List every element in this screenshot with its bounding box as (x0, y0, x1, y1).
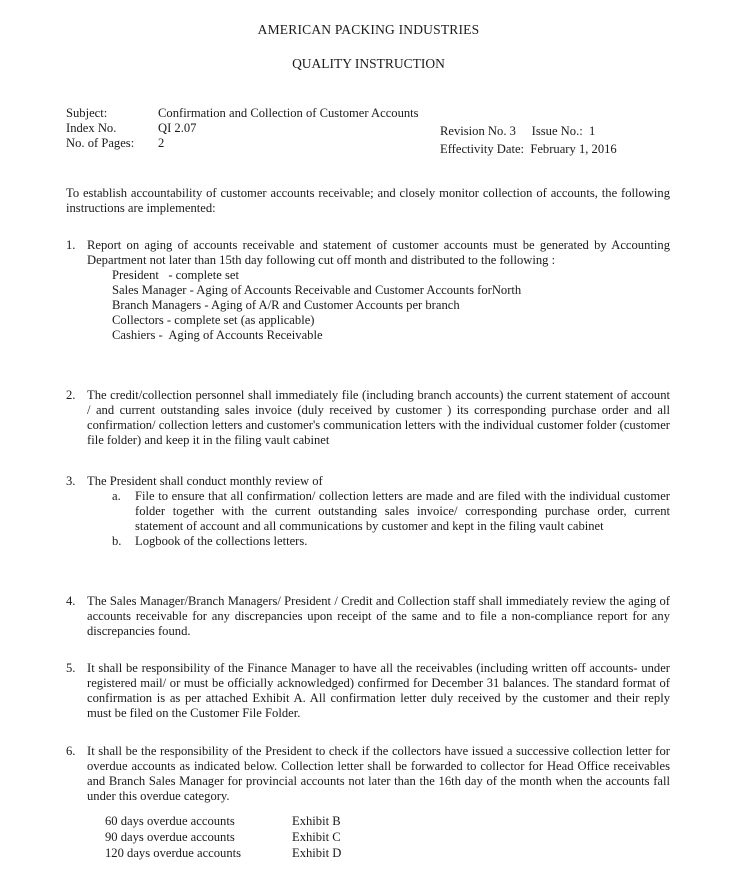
overdue-label: 90 days overdue accounts (105, 830, 235, 844)
company-name: AMERICAN PACKING INDUSTRIES (257, 22, 480, 37)
overdue-exhibit: Exhibit B (292, 814, 341, 828)
distribution-entry: Branch Managers - Aging of A/R and Customer Accounts per branch (112, 298, 460, 312)
item-number: 5. (66, 661, 76, 675)
pages-label: No. of Pages: (66, 136, 135, 150)
index-value: QI 2.07 (158, 121, 197, 135)
document-type: QUALITY INSTRUCTION (292, 56, 445, 71)
item-number: 6. (66, 744, 76, 758)
subitem-text: Logbook of the collections letters. (135, 534, 308, 548)
subitem-a (112, 489, 670, 534)
instruction-item-4 (66, 594, 670, 639)
subitem-b (112, 534, 670, 549)
subitem-letter: b. (112, 534, 122, 548)
instruction-item-3 (66, 474, 670, 549)
distribution-entry: Sales Manager - Aging of Accounts Receivable and Customer Accounts forNorth (112, 283, 522, 297)
instruction-item-1 (66, 238, 670, 343)
overdue-exhibit: Exhibit C (292, 830, 341, 844)
item-text: The Sales Manager/Branch Managers/ President / Credit and Collection staff shall immediately review the aging of accounts receivable for any discrepancies upon receipt of the same and to file a non-compliance report for any discrepancies found. (87, 594, 670, 638)
overdue-label: 120 days overdue accounts (105, 846, 242, 860)
instruction-item-2 (66, 388, 670, 448)
revision-info: Revision No. 3 Issue No.: 1 (440, 124, 596, 138)
index-label: Index No. (66, 121, 117, 135)
distribution-entry: Cashiers - Aging of Accounts Receivable (112, 328, 323, 342)
item-text: It shall be responsibility of the Finance Manager to have all the receivables (including written off accounts- under registered mail/ or must be officially acknowledged) confirmed for December 31 balances. The standard format of confirmation is as per attached Exhibit A. All confirmation letter duly received by the customer and their reply must be filed on the Customer File Folder. (87, 661, 670, 720)
distribution-entry: Collectors - complete set (as applicable) (112, 313, 315, 327)
overdue-label: 60 days overdue accounts (105, 814, 235, 828)
item-number: 4. (66, 594, 76, 608)
item-text: The President shall conduct monthly review of (87, 474, 323, 488)
item-number: 3. (66, 474, 76, 488)
review-sublist (112, 489, 670, 549)
overdue-exhibit: Exhibit D (292, 846, 342, 860)
item-number: 2. (66, 388, 76, 402)
pages-value: 2 (158, 136, 165, 150)
item-text: The credit/collection personnel shall immediately file (including branch accounts) the current statement of account / and current outstanding sales invoice (duly received by customer ) its corresponding purchase order and all confirmation/ collection letters and customer's communication letters with the individual customer folder (customer file folder) and keep it in the filing vault cabinet (87, 388, 670, 447)
intro-paragraph: To establish accountability of customer accounts receivable; and closely monitor collection of accounts, the following instructions are implemented: (66, 186, 670, 215)
subject-value: Confirmation and Collection of Customer Accounts (158, 106, 419, 120)
instruction-item-6 (66, 744, 670, 804)
distribution-list (112, 268, 670, 343)
distribution-entry: President - complete set (112, 268, 239, 282)
item-text: It shall be the responsibility of the President to check if the collectors have issued a successive collection letter for overdue accounts as indicated below. Collection letter shall be forwarded to collector for Head Office receivables and Branch Sales Manager for provincial accounts not later than the 16th day of the month when the accounts fall under this overdue category. (87, 744, 670, 803)
instruction-item-5 (66, 661, 670, 721)
item-text: Report on aging of accounts receivable and statement of customer accounts must be generated by Accounting Department not later than 15th day following cut off month and distributed to the following : (87, 238, 670, 267)
subject-label: Subject: (66, 106, 108, 120)
subitem-letter: a. (112, 489, 121, 503)
effectivity-date: Effectivity Date: February 1, 2016 (440, 142, 617, 156)
item-number: 1. (66, 238, 76, 252)
subitem-text: File to ensure that all confirmation/ collection letters are made and are filed with the individual customer folder together with the current outstanding sales invoice/ corresponding purchase order, current statement of account and all communications by customer and kept in the filing vault cabinet (135, 489, 670, 533)
